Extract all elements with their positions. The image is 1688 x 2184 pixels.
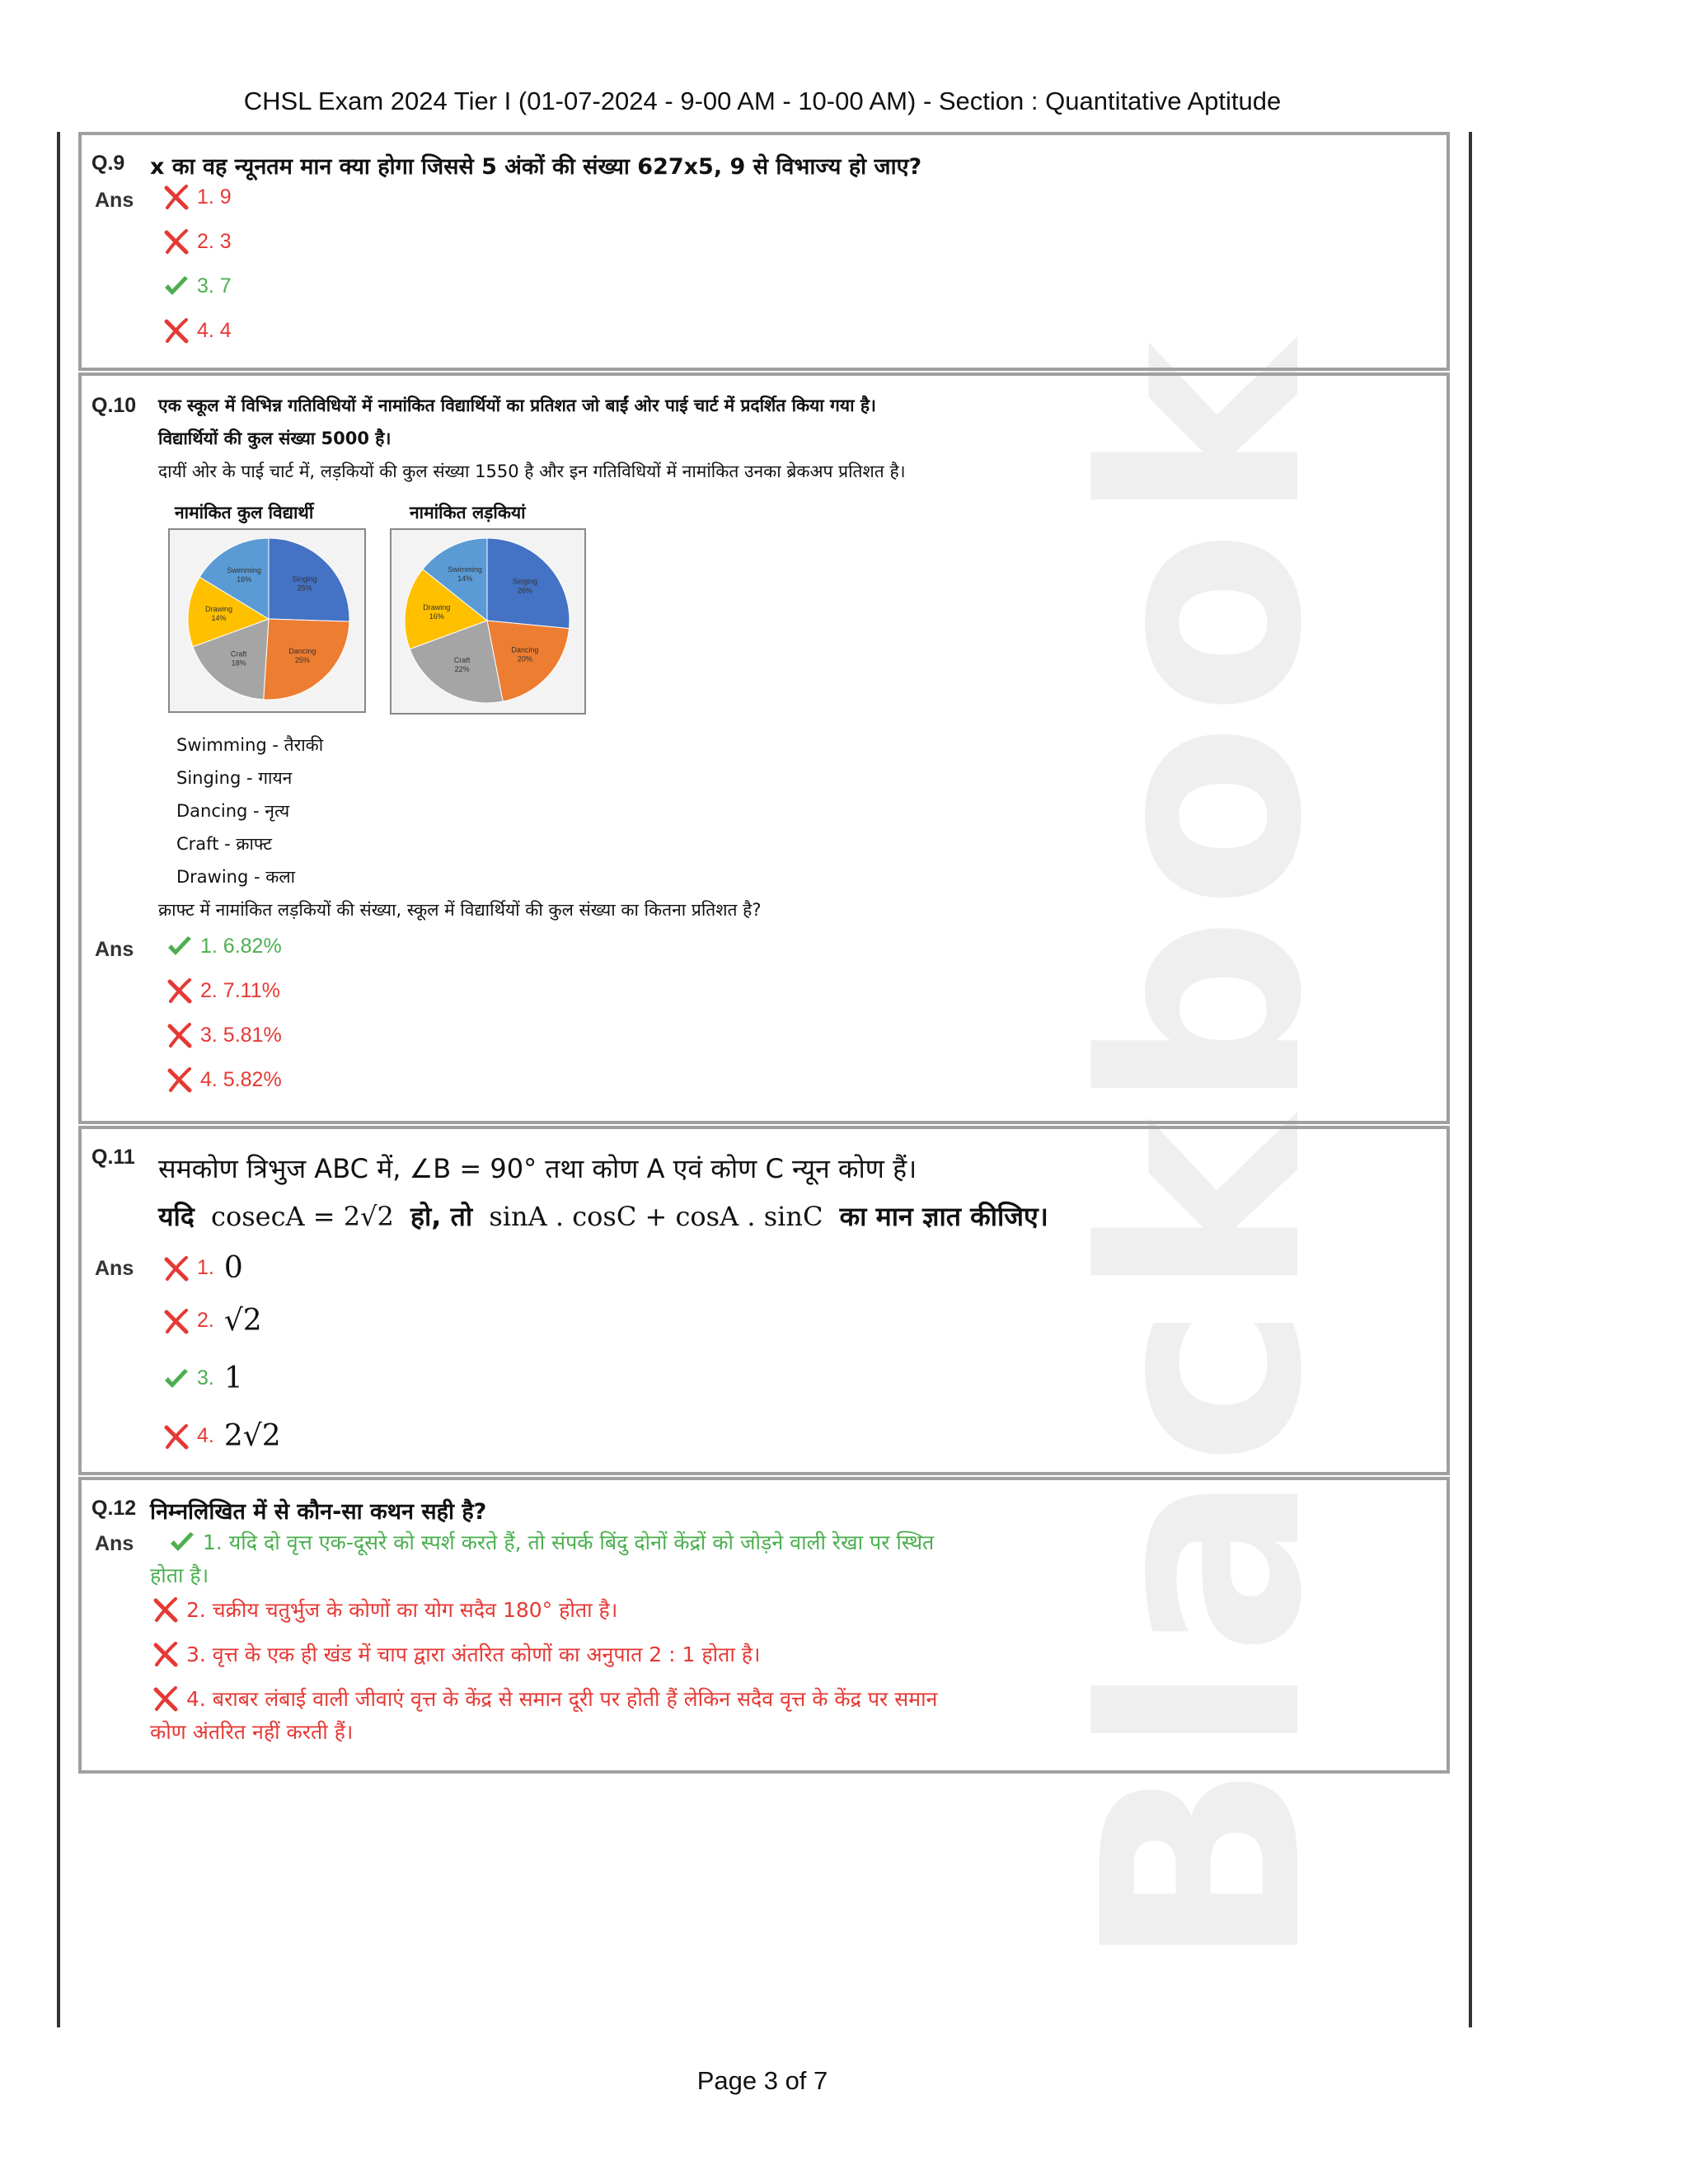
pie-label-swimming: Swimming 16% bbox=[227, 566, 261, 584]
question-line-3: दायीं ओर के पाई चार्ट में, लड़कियों की कुल संख्या 1550 है और इन गतिविधियों में नामांकित उनका ब्रेकअप प्रतिशत है। bbox=[158, 462, 906, 481]
pie-chart-total-frame bbox=[168, 528, 366, 713]
option-text-line-1: 3. वृत्त के एक ही खंड में चाप द्वारा अंतरित कोणों का अनुपात 2 : 1 होता है। bbox=[186, 1643, 761, 1666]
question-number: Q.12 bbox=[91, 1497, 137, 1520]
wrong-cross-icon bbox=[162, 1307, 190, 1335]
option-label: 3. 7 bbox=[197, 274, 232, 298]
math-expression: sinA . cosC + cosA . sinC bbox=[489, 1201, 823, 1232]
correct-tick-icon bbox=[162, 272, 190, 300]
pie-label-drawing: Drawing 14% bbox=[205, 605, 233, 623]
pie-title-girls: नामांकित लड़कियां bbox=[410, 503, 526, 523]
legend-drawing: Drawing - कला bbox=[176, 867, 296, 887]
wrong-cross-icon bbox=[152, 1685, 180, 1713]
question-text: निम्नलिखित में से कौन-सा कथन सही है? bbox=[150, 1499, 487, 1525]
wrong-cross-icon bbox=[152, 1640, 180, 1668]
option-3 bbox=[162, 1361, 243, 1395]
pie-label-drawing: Drawing 16% bbox=[423, 603, 451, 621]
watermark: Blackbook bbox=[1045, 335, 1362, 1970]
question-number: Q.10 bbox=[91, 394, 137, 417]
pie-label-craft: Craft 22% bbox=[453, 656, 471, 674]
line2-pre: यदि bbox=[158, 1201, 195, 1232]
pie-label-craft: Craft 18% bbox=[230, 649, 247, 668]
answer-label: Ans bbox=[95, 1532, 134, 1555]
wrong-cross-icon bbox=[162, 1254, 190, 1282]
math-cosec: cosecA = 2√2 bbox=[211, 1201, 394, 1232]
page-footer: Page 3 of 7 bbox=[696, 2066, 828, 2095]
wrong-cross-icon bbox=[166, 1066, 194, 1094]
question-11-box bbox=[78, 1126, 1450, 1475]
option-value: 2√2 bbox=[223, 1419, 281, 1453]
option-3 bbox=[166, 1021, 282, 1049]
right-rule bbox=[1469, 132, 1472, 2027]
option-4 bbox=[162, 1419, 281, 1453]
option-label: 2. 7.11% bbox=[200, 978, 280, 1002]
pie-chart-girls bbox=[392, 530, 584, 713]
option-2 bbox=[162, 227, 232, 255]
question-number: Q.11 bbox=[91, 1146, 135, 1169]
option-3 bbox=[162, 272, 232, 300]
option-text-line-2: होता है। bbox=[150, 1563, 209, 1587]
wrong-cross-icon bbox=[162, 227, 190, 255]
wrong-cross-icon bbox=[166, 1021, 194, 1049]
legend-craft: Craft - क्राफ्ट bbox=[176, 834, 273, 854]
correct-tick-icon bbox=[166, 932, 194, 960]
wrong-cross-icon bbox=[152, 1596, 180, 1624]
pie-label-dancing: Dancing 20% bbox=[511, 645, 539, 663]
question-10-box bbox=[78, 373, 1450, 1124]
legend-swimming: Swimming - तैराकी bbox=[176, 735, 324, 755]
option-label: 3. 5.81% bbox=[200, 1023, 282, 1047]
option-label: 1. 6.82% bbox=[200, 934, 282, 958]
answer-label: Ans bbox=[95, 189, 134, 212]
answer-label: Ans bbox=[95, 1257, 134, 1280]
correct-tick-icon bbox=[168, 1528, 196, 1556]
correct-tick-icon bbox=[162, 1365, 190, 1393]
question-9-box bbox=[78, 132, 1450, 371]
question-line-2: विद्यार्थियों की कुल संख्या 5000 है। bbox=[158, 429, 392, 448]
question-line-1: समकोण त्रिभुज ABC में, ∠B = 90° तथा कोण A एवं कोण C न्यून कोण हैं। bbox=[158, 1153, 917, 1184]
option-1 bbox=[162, 183, 232, 211]
option-2 bbox=[162, 1304, 262, 1338]
option-2 bbox=[152, 1596, 617, 1624]
pie-chart-girls-frame bbox=[390, 528, 586, 715]
option-text-line-1: 1. यदि दो वृत्त एक-दूसरे को स्पर्श करते हैं, तो संपर्क बिंदु दोनों केंद्रों को जोड़ने वाली रेखा पर स्थित bbox=[203, 1530, 935, 1554]
legend-singing: Singing - गायन bbox=[176, 768, 293, 788]
option-label: 2. 3 bbox=[197, 229, 232, 253]
wrong-cross-icon bbox=[162, 1422, 190, 1451]
pie-label-singing: Singing 26% bbox=[512, 577, 537, 595]
option-label: 4. 5.82% bbox=[200, 1067, 282, 1091]
option-1 bbox=[168, 1528, 934, 1556]
option-text-line-1: 2. चक्रीय चतुर्भुज के कोणों का योग सदैव 180° होता है। bbox=[186, 1598, 618, 1622]
option-1 bbox=[162, 1251, 243, 1285]
left-rule bbox=[57, 132, 60, 2027]
answer-label: Ans bbox=[95, 938, 134, 961]
option-text-line-1: 4. बराबर लंबाई वाली जीवाएं वृत्त के केंद्र से समान दूरी पर होती हैं लेकिन सदैव वृत्त के केंद्र पर समान bbox=[186, 1687, 938, 1711]
line2-post: का मान ज्ञात कीजिए। bbox=[839, 1201, 1048, 1232]
page-header: CHSL Exam 2024 Tier I (01-07-2024 - 9-00 AM - 10-00 AM) - Section : Quantitative Aptitude bbox=[243, 87, 1282, 115]
option-4 bbox=[162, 316, 232, 344]
option-number: 2. bbox=[197, 1309, 214, 1332]
question-12-box bbox=[78, 1477, 1450, 1774]
option-number: 3. bbox=[197, 1366, 214, 1390]
pie-label-swimming: Swimming 14% bbox=[448, 565, 482, 583]
wrong-cross-icon bbox=[162, 316, 190, 344]
option-1 bbox=[166, 932, 282, 960]
option-text-line-2: कोण अंतरित नहीं करती हैं। bbox=[150, 1720, 354, 1744]
pie-label-dancing: Dancing 25% bbox=[288, 646, 316, 664]
question-prompt: क्राफ्ट में नामांकित लड़कियों की संख्या, स्कूल में विद्यार्थियों की कुल संख्या का कितना प्रतिशत है? bbox=[158, 900, 762, 920]
option-label: 1. 9 bbox=[197, 185, 232, 209]
option-label: 4. 4 bbox=[197, 318, 232, 342]
option-3 bbox=[152, 1640, 761, 1668]
question-line-1: एक स्कूल में विभिन्न गतिविधियों में नामांकित विद्यार्थियों का प्रतिशत जो बाईं ओर पाई चार्ट में प्रदर्शित किया गया है। bbox=[158, 396, 876, 415]
legend-dancing: Dancing - नृत्य bbox=[176, 801, 290, 821]
option-number: 4. bbox=[197, 1424, 214, 1447]
question-text: x का वह न्यूनतम मान क्या होगा जिससे 5 अंकों की संख्या 627x5, 9 से विभाज्य हो जाए? bbox=[150, 154, 922, 180]
wrong-cross-icon bbox=[162, 183, 190, 211]
question-number: Q.9 bbox=[91, 152, 125, 175]
pie-label-singing: Singing 25% bbox=[292, 574, 317, 593]
line2-mid: हो, तो bbox=[410, 1201, 473, 1232]
wrong-cross-icon bbox=[166, 977, 194, 1005]
option-number: 1. bbox=[197, 1256, 214, 1279]
question-line-2 bbox=[158, 1198, 1048, 1234]
pie-chart-total bbox=[170, 530, 364, 711]
option-value: √2 bbox=[223, 1304, 262, 1338]
option-2 bbox=[166, 977, 280, 1005]
option-4 bbox=[166, 1066, 282, 1094]
option-value: 0 bbox=[223, 1251, 243, 1285]
pie-title-total: नामांकित कुल विद्यार्थी bbox=[175, 503, 314, 523]
option-value: 1 bbox=[223, 1361, 243, 1395]
option-4 bbox=[152, 1685, 937, 1713]
